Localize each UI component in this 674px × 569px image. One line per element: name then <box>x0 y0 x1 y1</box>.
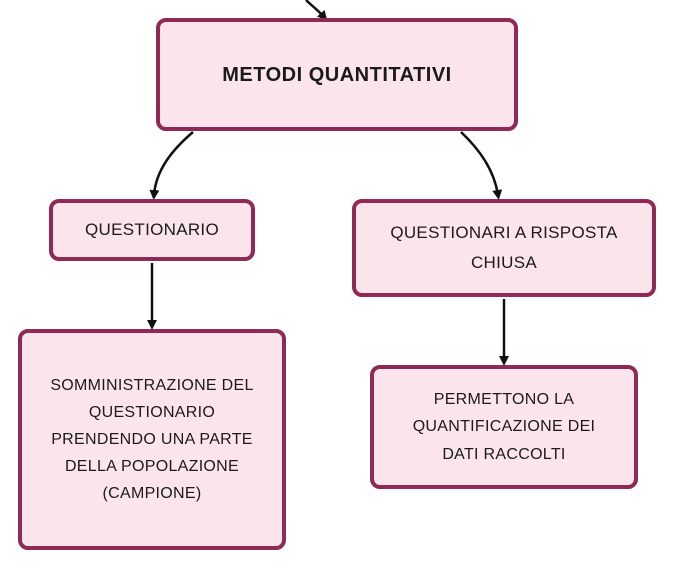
node-label-questionario: QUESTIONARIO <box>85 220 219 240</box>
connector-incoming-root <box>306 0 324 17</box>
connector-root-to-chiusa <box>461 132 498 195</box>
node-label-chiusa: QUESTIONARI A RISPOSTA CHIUSA <box>390 223 618 272</box>
node-label-somministrazione: SOMMINISTRAZIONE DEL QUESTIONARIO PRENDENDO UNA PARTE DELLA POPOLAZIONE (CAMPIONE) <box>50 376 254 503</box>
node-label-root: METODI QUANTITATIVI <box>222 63 452 86</box>
node-label-quantificazione: PERMETTONO LA QUANTIFICAZIONE DEI DATI RACCOLTI <box>412 391 596 463</box>
node-quantificazione <box>370 365 638 489</box>
node-somministrazione <box>18 329 286 550</box>
node-questionario <box>49 199 255 261</box>
node-questionari-risposta-chiusa <box>352 199 656 297</box>
node-metodi-quantitativi <box>156 18 518 131</box>
connector-root-to-questionario <box>154 132 193 195</box>
